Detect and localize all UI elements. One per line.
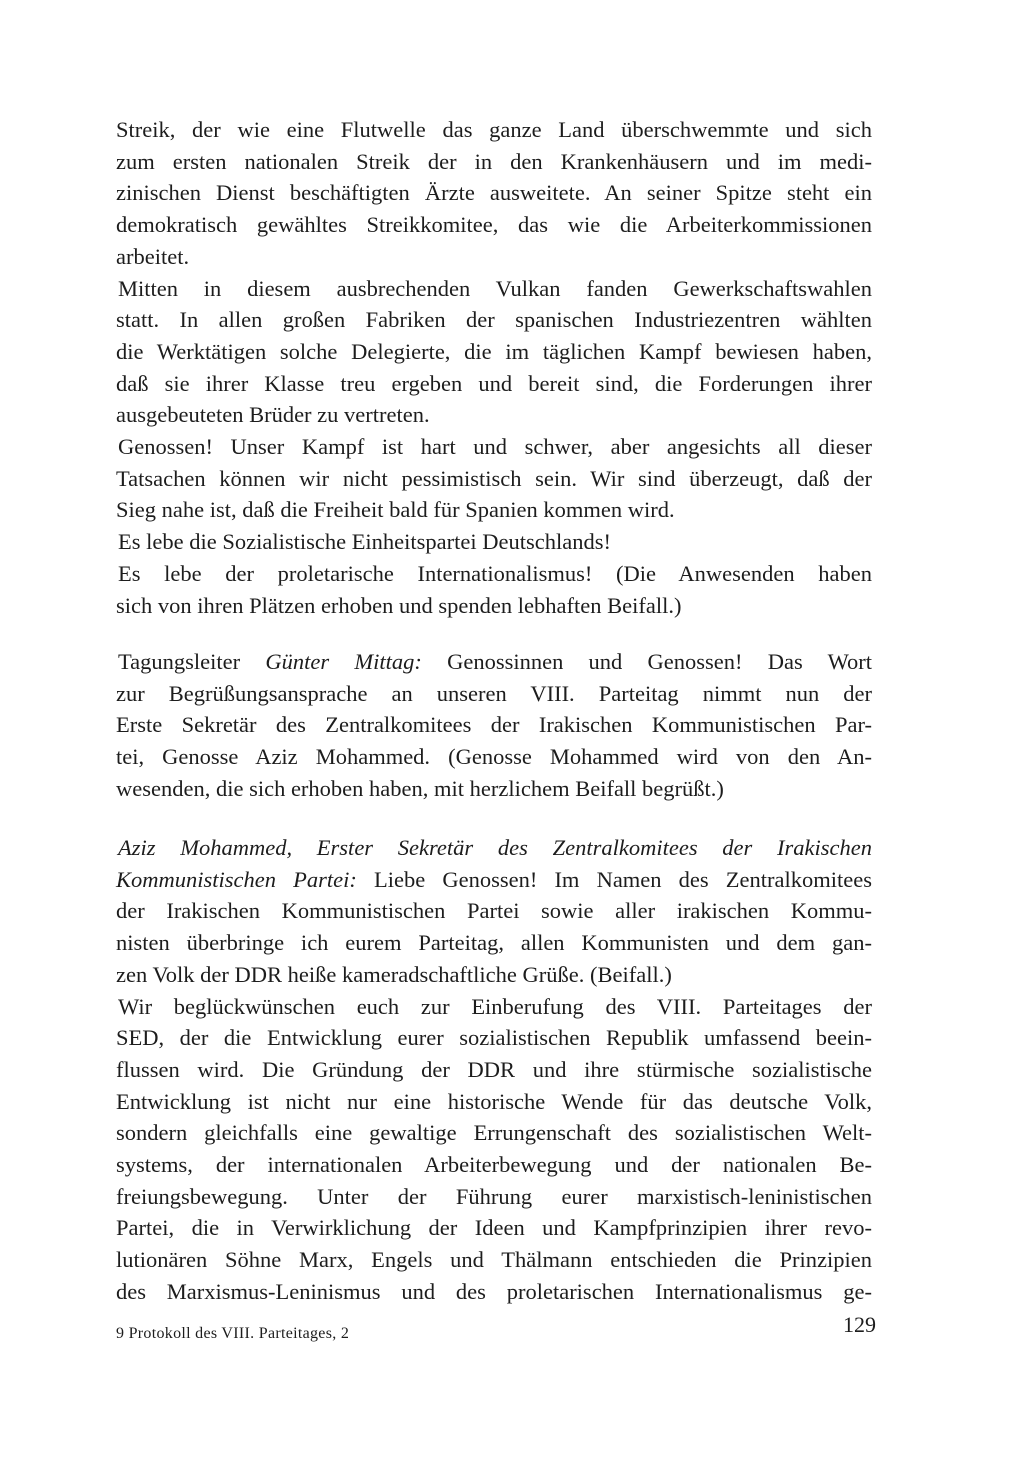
text-line: flussen wird. Die Gründung der DDR und ihre stürmische sozialistische: [116, 1056, 872, 1082]
text-line: demokratisch gewähltes Streikkomitee, das wie die Arbeiterkommissionen: [116, 212, 872, 238]
speech-aziz-mohammed: [116, 832, 872, 1308]
text-line: Sieg nahe ist, daß die Freiheit bald für Spanien kommen wird.: [116, 497, 675, 523]
text-line: daß sie ihrer Klasse treu ergeben und bereit sind, die Forderungen ihrer: [116, 370, 872, 396]
text-line: freiungsbewegung. Unter der Führung eurer marxistisch-leninistischen: [116, 1183, 872, 1209]
text-line: Partei, die in Verwirklichung der Ideen und Kampfprinzipien ihrer revo-: [116, 1215, 872, 1241]
text-line: nisten überbringe ich eurem Parteitag, allen Kommunisten und dem gan-: [116, 930, 872, 956]
text-line: Es lebe der proletarische Internationalismus! (Die Anwesenden haben: [118, 560, 872, 586]
text-line: sondern gleichfalls eine gewaltige Errungenschaft des sozialistischen Welt-: [116, 1120, 872, 1146]
text-line: Tatsachen können wir nicht pessimistisch sein. Wir sind überzeugt, daß der: [116, 465, 872, 491]
text-line: des Marxismus-Leninismus und des proletarischen Internationalismus ge-: [116, 1278, 872, 1304]
text-line: Mitten in diesem ausbrechenden Vulkan fanden Gewerkschaftswahlen: [118, 275, 872, 301]
text-line: systems, der internationalen Arbeiterbewegung und der nationalen Be-: [116, 1152, 872, 1178]
text-line: Es lebe die Sozialistische Einheitspartei Deutschlands!: [118, 529, 611, 555]
signature-line: 9 Protokoll des VIII. Parteitages, 2: [116, 1325, 350, 1342]
text-line: Streik, der wie eine Flutwelle das ganze Land überschwemmte und sich: [116, 117, 872, 142]
text-line: zinischen Dienst beschäftigten Ärzte ausweitete. An seiner Spitze steht ein: [116, 180, 872, 206]
text-line: wesenden, die sich erhoben haben, mit herzlichem Beifall begrüßt.): [116, 775, 724, 801]
text-line: tei, Genosse Aziz Mohammed. (Genosse Mohammed wird von den An-: [116, 744, 872, 770]
page-footer: [116, 1312, 876, 1352]
text-line: SED, der die Entwicklung eurer sozialistischen Republik umfassend beein-: [116, 1025, 872, 1051]
text-line: [116, 646, 872, 678]
speaker-title-cont: Kommunistischen Partei:: [116, 866, 357, 892]
text-line: zur Begrüßungsansprache an unseren VIII. Parteitag nimmt nun der: [116, 680, 872, 706]
text-line: lutionären Söhne Marx, Engels und Thälmann entschieden die Prinzipien: [116, 1247, 872, 1273]
text-line: zum ersten nationalen Streik der in den Krankenhäusern und im medi-: [116, 148, 872, 174]
text-line: sich von ihren Plätzen erhoben und spenden lebhaften Beifall.): [116, 592, 682, 618]
line-text: Genossinnen und Genossen! Das Wort: [421, 649, 872, 674]
page-number: 129: [843, 1312, 876, 1337]
text-line: Entwicklung ist nicht nur eine historische Wende für das deutsche Volk,: [116, 1088, 872, 1114]
chairman-announcement: [116, 646, 872, 805]
text-line: [116, 864, 872, 896]
text-line: Genossen! Unser Kampf ist hart und schwer, aber angesichts all dieser: [118, 434, 872, 460]
text-line: [116, 832, 872, 864]
text-line: Wir beglückwünschen euch zur Einberufung des VIII. Parteitages der: [118, 993, 872, 1019]
line-text: Liebe Genossen! Im Namen des Zentralkomitees: [356, 866, 872, 892]
text-line: zen Volk der DDR heiße kameradschaftliche Grüße. (Beifall.): [116, 961, 672, 987]
text-line: die Werktätigen solche Delegierte, die im täglichen Kampf bewiesen haben,: [116, 338, 872, 364]
text-line: der Irakischen Kommunistischen Partei sowie aller irakischen Kommu-: [116, 898, 872, 924]
text-line: ausgebeuteten Brüder zu vertreten.: [116, 402, 430, 428]
text-line: Erste Sekretär des Zentralkomitees der Irakischen Kommunistischen Par-: [116, 712, 872, 738]
text-line: arbeitet.: [116, 243, 190, 269]
text-line: statt. In allen großen Fabriken der spanischen Industriezentren wählten: [116, 307, 872, 333]
speaker-name: Günter Mittag:: [265, 649, 422, 674]
speaker-title: Aziz Mohammed, Erster Sekretär des Zentralkomitees der Irakischen: [118, 835, 872, 860]
speech-continuation: [116, 114, 872, 621]
speaker-prefix: Tagungsleiter: [118, 649, 266, 674]
